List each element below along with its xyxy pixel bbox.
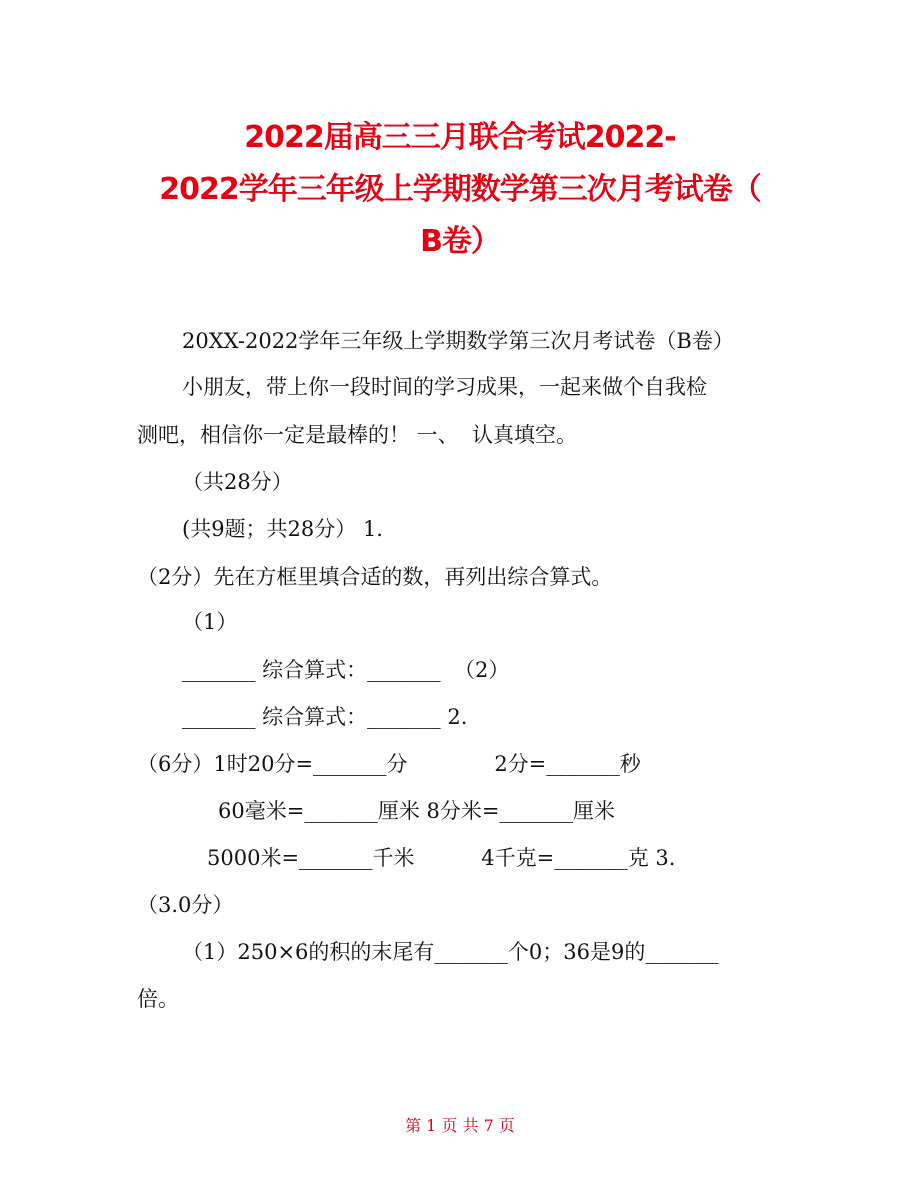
page-number-footer: 第 1 页 共 7 页 (405, 1116, 515, 1135)
document-title (0, 112, 920, 268)
body-line-q2-row-2: 60毫米=_______厘米 8分米=_______厘米 (218, 799, 615, 823)
body-line-q3-part-1: （1）250×6的积的末尾有_______个0；36是9的_______ (182, 940, 719, 964)
body-line-q3-part-1-cont: 倍。 (137, 987, 179, 1011)
title-line-1: 2022届高三三月联合考试2022- (244, 120, 676, 155)
body-line-question-3: （3.0分） (137, 893, 234, 917)
body-line-question-1: （2分）先在方框里填合适的数，再列出综合算式。 (137, 565, 613, 589)
body-line-q2-row-3: 5000米=_______千米 4千克=_______克 3. (207, 846, 676, 870)
body-line-heading: 20XX-2022学年三年级上学期数学第三次月考试卷（B卷） (182, 329, 734, 353)
body-line-intro-cont: 测吧，相信你一定是最棒的！ 一、 认真填空。 (137, 423, 578, 447)
body-line-q1-part-1: （1） (182, 610, 238, 634)
title-line-2: 2022学年三年级上学期数学第三次月考试卷（ (159, 172, 761, 207)
body-line-q1-blank-1: _______ 综合算式：_______ （2） (182, 658, 510, 682)
body-line-section-count: (共9题；共28分） 1. (182, 517, 383, 541)
body-line-intro: 小朋友，带上你一段时间的学习成果，一起来做个自我检 (182, 375, 707, 399)
body-line-q1-blank-2: _______ 综合算式：_______ 2. (182, 705, 468, 729)
body-line-question-2: （6分）1时20分=_______分 2分=_______秒 (137, 752, 641, 776)
title-line-3: B卷） (420, 224, 500, 259)
body-line-section-score: （共28分） (182, 470, 293, 494)
